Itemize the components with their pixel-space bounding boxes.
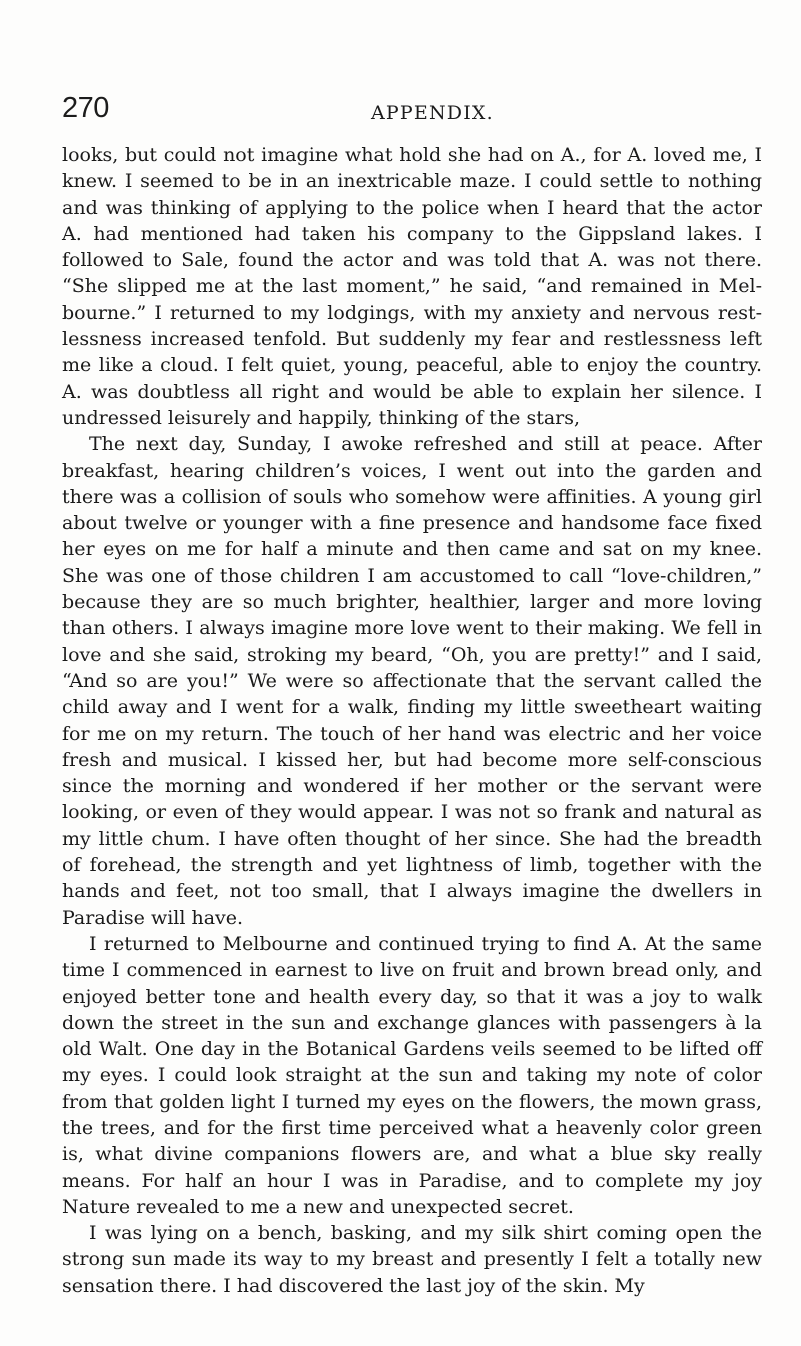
paragraph: I was lying on a bench, basking, and my silk shirt coming open the strong sun made its way to my breast and presently I felt a totally new sensation there. I had discovered the last joy of the skin. My <box>62 1222 762 1297</box>
paragraph: looks, but could not imagine what hold she had on A., for A. loved me, I knew. I seemed to be in an inextricable maze. I could settle to nothing and was thinking of applying to the police when I heard that the actor A. had mentioned had taken his company to the Gippsland lakes. I followed to Sale, found the actor and was told that A. was not there. “She slipped me at the last moment,” he said, “and remained in Melbourne.” I returned to my lodgings, with my anxiety and nervous restlessness increased tenfold. But suddenly my fear and restlessness left me like a cloud. I felt quiet, young, peaceful, able to enjoy the country. A. was doubtless all right and would be able to explain her silence. I undressed leisurely and happily, thinking of the stars, <box>62 144 762 429</box>
paragraph: The next day, Sunday, I awoke refreshed and still at peace. After breakfast, hearing children’s voices, I went out into the garden and there was a collision of souls who somehow were affinities. A young girl about twelve or younger with a fine presence and handsome face fixed her eyes on me for half a minute and then came and sat on my knee. She was one of those children I am accustomed to call “love-children,” because they are so much brighter, healthier, larger and more loving than others. I always imagine more love went to their making. We fell in love and she said, stroking my beard, “Oh, you are pretty!” and I said, “And so are you!” We were so affectionate that the servant called the child away and I went for a walk, finding my little sweetheart waiting for me on my return. The touch of her hand was electric and her voice fresh and musical. I kissed her, but had become more self-conscious since the morning and wondered if her mother or the servant were looking, or even of they would appear. I was not so frank and natural as my little chum. I have often thought of her since. She had the breadth of forehead, the strength and yet lightness of limb, together with the hands and feet, not too small, that I always imagine the dwellers in Paradise will have. <box>62 433 762 929</box>
page-number: 270 <box>62 92 109 124</box>
running-head-title: APPENDIX. <box>371 102 494 124</box>
paragraph: I returned to Melbourne and continued trying to find A. At the same time I commenced in earnest to live on fruit and brown bread only, and enjoyed better tone and health every day, so that it was a joy to walk down the street in the sun and exchange glances with passengers à la old Walt. One day in the Botanical Gardens veils seemed to be lifted off my eyes. I could look straight at the sun and taking my note of color from that golden light I turned my eyes on the flowers, the mown grass, the trees, and for the first time perceived what a heavenly color green is, what divine companions flowers are, and what a blue sky really means. For half an hour I was in Paradise, and to complete my joy Nature revealed to me a new and unexpected secret. <box>62 932 762 1218</box>
running-head <box>62 92 762 132</box>
body-text <box>62 142 762 1299</box>
